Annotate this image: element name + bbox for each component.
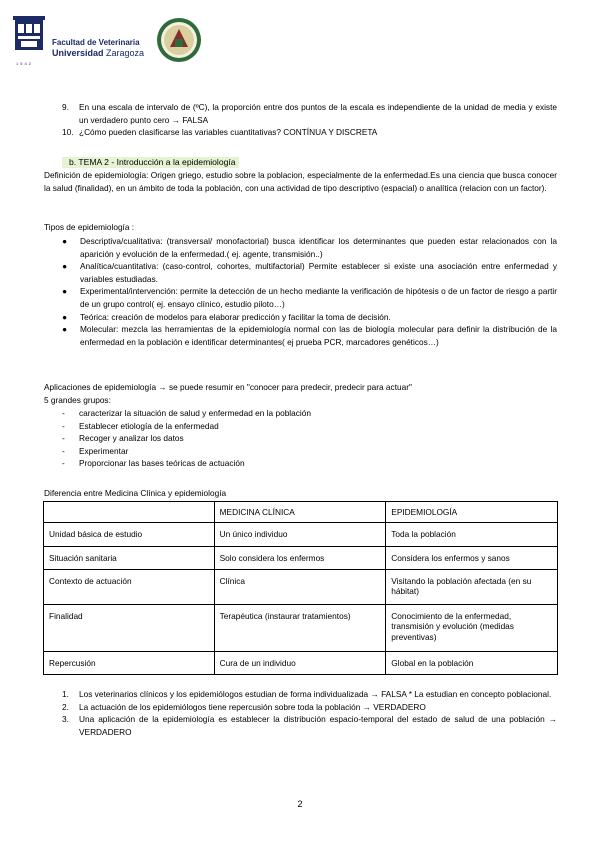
- item-number: 3.: [62, 714, 69, 725]
- page-number: 2: [297, 799, 303, 809]
- faculty-seal-icon: [156, 17, 202, 63]
- table-row: [44, 651, 558, 674]
- item-text: En una escala de intervalo de (ºC), la proporción entre dos puntos de la escala es independiente de la unidad de media y existe un verdadero punto cero → FALSA: [79, 102, 557, 125]
- shield-caption: 1542: [16, 61, 33, 66]
- table-cell: Global en la población: [386, 651, 558, 674]
- bullet-icon: ●: [62, 324, 68, 335]
- list-item: - Experimentar: [62, 445, 129, 456]
- list-item: [62, 688, 557, 701]
- table-cell: Visitando la población afectada (en su hábitat): [386, 569, 558, 604]
- list-item: - Establecer etiología de la enfermedad: [62, 420, 219, 431]
- section-title: b. TEMA 2 - Introducción a la epidemiología: [62, 157, 239, 168]
- bullet-icon: ●: [62, 311, 68, 322]
- table-row: [44, 522, 558, 546]
- table-header-cell: EPIDEMIOLOGÍA: [386, 502, 558, 523]
- table-cell: Cura de un individuo: [214, 651, 386, 674]
- bullet-icon: ●: [62, 286, 68, 297]
- item-text: Descriptiva/cualitativa: (transversal/ monofactorial) busca identificar los determinantes que pueden estar relacionados con la aparición y evolución de la enfermedad.( ej. agente, transmisión..): [80, 236, 557, 259]
- table-row: [44, 569, 558, 604]
- applications-heading: Aplicaciones de epidemiología → se puede resumir en "conocer para predecir, predecir para actuar": [44, 382, 412, 392]
- item-number: 2.: [62, 701, 69, 712]
- list-item: - Recoger y analizar los datos: [62, 433, 184, 444]
- table-row: [44, 604, 558, 651]
- item-text: Proporcionar las bases teóricas de actuación: [79, 458, 245, 469]
- item-text: Molecular: mezcla las herramientas de la epidemiología normal con las de biología molecular para definir la distribución de la enfermedad en la población e identificar determinantes( ej prueba PCR, marcadores genéticos…): [80, 324, 557, 347]
- definition-paragraph: Definición de epidemiología: Origen griego, estudio sobre la poblacion, especialmente de la enfermedad.Es una ciencia que busca conocer la salud (finalidad), en un ámbito de toda la población, con una actividad de tipo descriptivo (espacial) o analítica (relacion con un factor).: [44, 170, 557, 193]
- table-cell: Un único individuo: [214, 522, 386, 546]
- table-cell: Situación sanitaria: [44, 546, 215, 569]
- item-text: Experimental/intervención: permite la detección de un hecho mediante la verificación de hipótesis o de un factor de riesgo a partir de un grupo control( ej. ensayo clínico, estudio piloto…): [80, 286, 557, 309]
- list-item: [62, 713, 557, 738]
- list-item: - caracterizar la situación de salud y enfermedad en la población: [62, 408, 311, 418]
- types-heading: Tipos de epidemiología :: [44, 222, 135, 232]
- questions-list: [62, 688, 557, 738]
- table-cell: Unidad básica de estudio: [44, 522, 215, 546]
- table-cell: Repercusión: [44, 651, 215, 674]
- item-number: 9.: [62, 102, 69, 112]
- previous-questions: [62, 101, 557, 139]
- table-title: Diferencia entre Medicina Clínica y epidemiología: [44, 488, 227, 498]
- item-text: Los veterinarios clínicos y los epidemiólogos estudian de forma individualizada → FALSA * La estudian en concepto poblacional.: [79, 689, 552, 699]
- list-item: [62, 235, 557, 260]
- groups-list: [62, 407, 542, 470]
- university-name: [52, 48, 144, 58]
- list-item: [62, 323, 557, 348]
- groups-heading: 5 grandes grupos:: [44, 395, 111, 405]
- list-item: [62, 101, 557, 126]
- list-item: [62, 260, 557, 285]
- item-text: Una aplicación de la epidemiología es establecer la distribución espacio-temporal del estado de salud de una población → VERDADERO: [79, 714, 557, 737]
- item-text: Experimentar: [79, 445, 129, 456]
- list-item: [62, 701, 557, 714]
- bullet-icon: ●: [62, 236, 68, 246]
- list-item: [62, 285, 557, 310]
- table-cell: Solo considera los enfermos: [214, 546, 386, 569]
- table-header-cell: MEDICINA CLÍNICA: [214, 502, 386, 523]
- list-item: - Proporcionar las bases teóricas de actuación: [62, 458, 245, 469]
- item-text: Analítica/cuantitativa: (caso-control, cohortes, multifactorial) Permite establecer si existe una asociación entre enfermedad y variables estudiadas.: [80, 261, 557, 284]
- list-item: [62, 311, 557, 324]
- table-cell: Considera los enfermos y sanos: [386, 546, 558, 569]
- table-cell: Toda la población: [386, 522, 558, 546]
- table-cell: Clínica: [214, 569, 386, 604]
- item-text: La actuación de los epidemiólogos tiene repercusión sobre toda la población → VERDADERO: [79, 701, 426, 712]
- faculty-name: Facultad de Veterinaria: [52, 38, 140, 47]
- university-name-light: Zaragoza: [103, 48, 145, 58]
- table-row: [44, 546, 558, 569]
- table-cell: Conocimiento de la enfermedad, transmisión y evolución (medidas preventivas): [386, 604, 558, 651]
- types-list: [62, 235, 557, 348]
- comparison-table: [43, 501, 558, 675]
- university-name-bold: Universidad: [52, 48, 104, 58]
- item-text: Teórica: creación de modelos para elaborar predicción y facilitar la toma de decisión.: [80, 311, 391, 322]
- university-shield-icon: [12, 16, 46, 60]
- item-text: caracterizar la situación de salud y enfermedad en la población: [79, 408, 311, 418]
- table-cell: Contexto de actuación: [44, 569, 215, 604]
- bullet-icon: ●: [62, 261, 68, 272]
- item-text: Recoger y analizar los datos: [79, 433, 184, 444]
- list-item: [62, 126, 557, 139]
- item-text: Establecer etiología de la enfermedad: [79, 420, 219, 431]
- institution-header: [12, 14, 212, 64]
- item-text: ¿Cómo pueden clasificarse las variables cuantitativas? CONTÍNUA Y DISCRETA: [79, 127, 378, 138]
- table-cell: Terapéutica (instaurar tratamientos): [214, 604, 386, 651]
- table-cell: Finalidad: [44, 604, 215, 651]
- table-header-cell: [44, 502, 215, 523]
- item-number: 1.: [62, 689, 69, 699]
- item-number: 10.: [62, 127, 74, 138]
- table-header-row: [44, 502, 558, 523]
